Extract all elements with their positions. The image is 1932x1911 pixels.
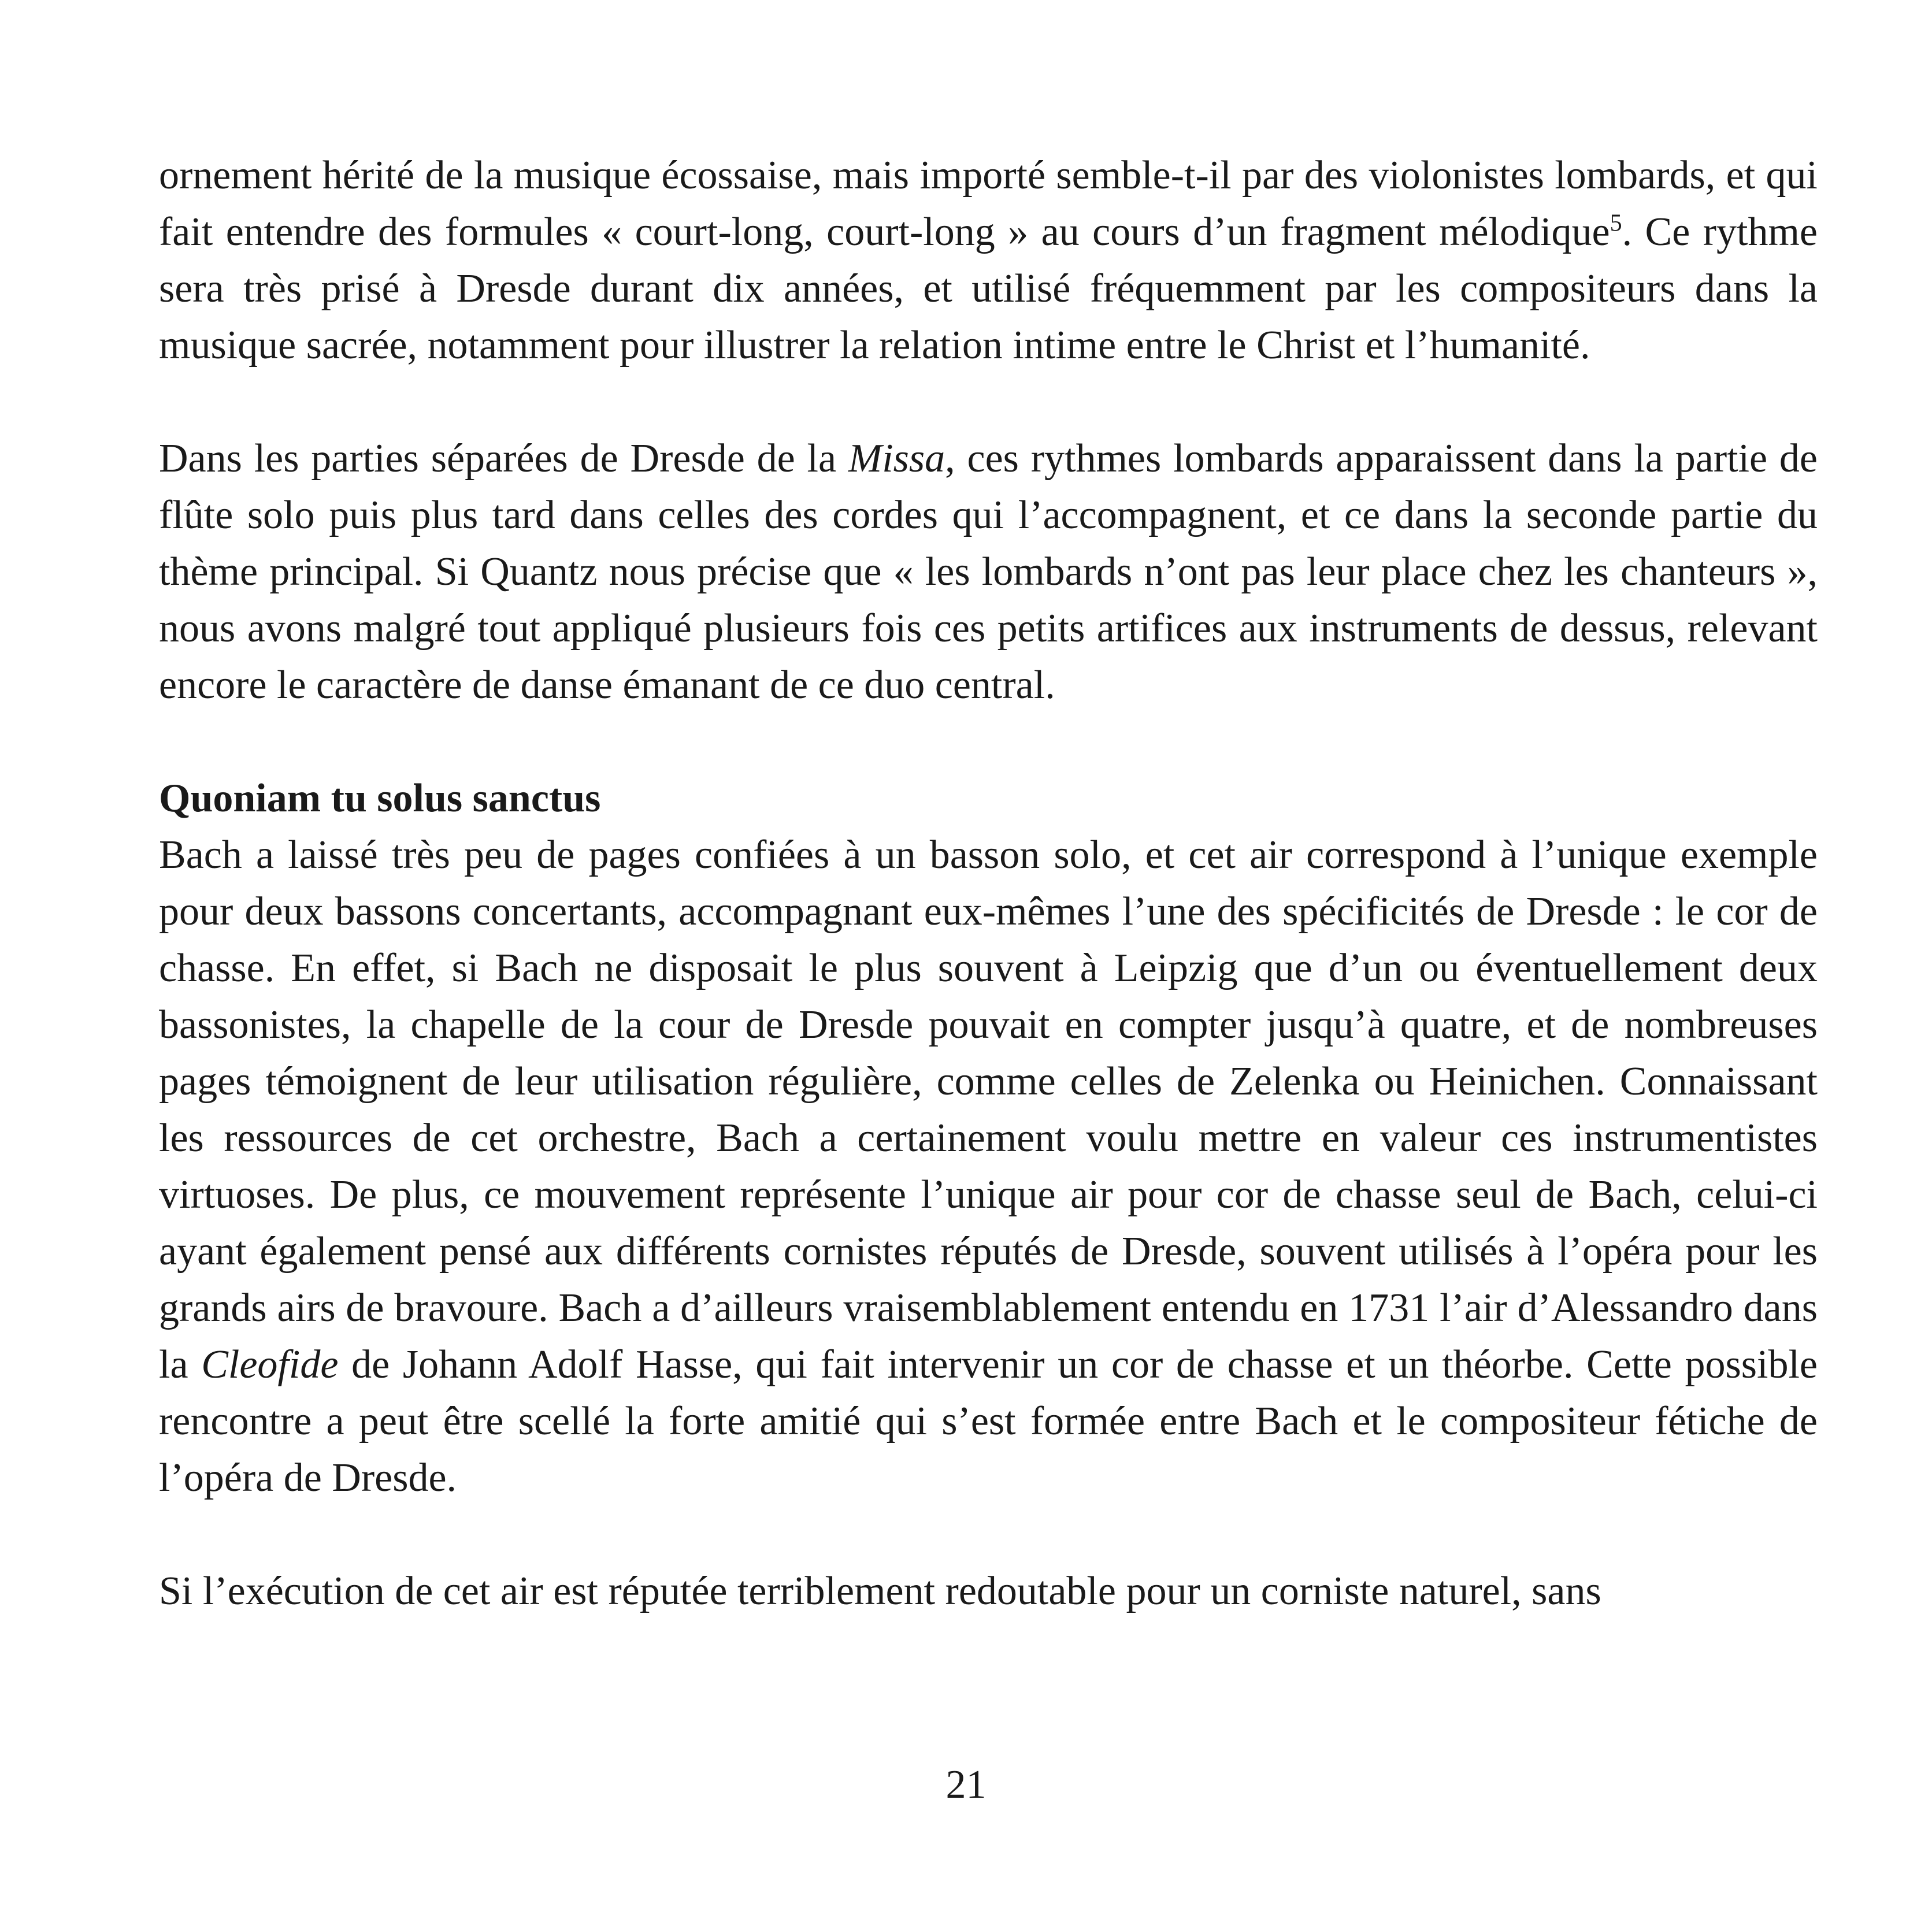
- page-body: [159, 147, 1818, 1620]
- work-title: Missa: [848, 436, 945, 481]
- paragraph-text: Bach a laissé très peu de pages confiées à un basson solo, et cet air correspond à l’unique exemple pour deux bassons concertants, accompagnant eux-mêmes l’une des spécificités de Dresde : le cor de chasse. En effet, si Bach ne disposait le plus souvent à Leipzig que d’un ou éventuellement deux bassonistes, la chapelle de la cour de Dresde pouvait en compter jusqu’à quatre, et de nombreuses pages témoignent de leur utilisation régulière, comme celles de Zelenka ou Heinichen. Connaissant les ressources de cet orchestre, Bach a certainement voulu mettre en valeur ces instrumentistes virtuoses. De plus, ce mouvement représente l’unique air pour cor de chasse seul de Bach, celui-ci ayant également pensé aux différents cornistes réputés de Dresde, souvent utilisés à l’opéra pour les grands airs de bravoure. Bach a d’ailleurs vraisemblablement entendu en 1731 l’air d’Alessandro dans la: [159, 833, 1818, 1387]
- page-number: 21: [945, 1762, 987, 1807]
- paragraph-text: Dans les parties séparées de Dresde de la: [159, 436, 848, 481]
- paragraph-bassoons: [159, 827, 1818, 1506]
- paragraph-text: de Johann Adolf Hasse, qui fait intervenir un cor de chasse et un théorbe. Cette possible rencontre a peut être scellé la forte amitié qui s’est formée entre Bach et le compositeur fétiche de l’opéra de Dresde.: [159, 1342, 1818, 1500]
- paragraph-text: ornement hérité de la musique écossaise, mais importé semble-t-il par des violonistes lombards, et qui fait entendre des formules « court-long, court-long » au cours d’un fragment mélodique: [159, 153, 1818, 254]
- work-title: Cleofide: [201, 1342, 339, 1387]
- footnote-marker: 5: [1610, 210, 1622, 237]
- paragraph-text: , ces rythmes lombards apparaissent dans la partie de flûte solo puis plus tard dans celles des cordes qui l’accompagnent, et ce dans la seconde partie du thème principal. Si Quantz nous précise que « les lombards n’ont pas leur place chez les chanteurs », nous avons malgré tout appliqué plusieurs fois ces petits artifices aux instruments de dessus, relevant encore le caractère de danse émanant de ce duo central.: [159, 436, 1818, 707]
- paragraph-lombard-rhythm: [159, 147, 1818, 374]
- paragraph-text: . Ce rythme sera très prisé à Dresde durant dix années, et utilisé fréquemment par les compositeurs dans la musique sacrée, notamment pour illustrer la relation intime entre le Christ et l’humanité.: [159, 210, 1818, 368]
- paragraph-horn-execution: Si l’exécution de cet air est réputée terriblement redoutable pour un corniste naturel, sans: [159, 1569, 1601, 1613]
- section-heading: Quoniam tu solus sanctus: [159, 776, 601, 821]
- paragraph-missa-parts: [159, 431, 1818, 714]
